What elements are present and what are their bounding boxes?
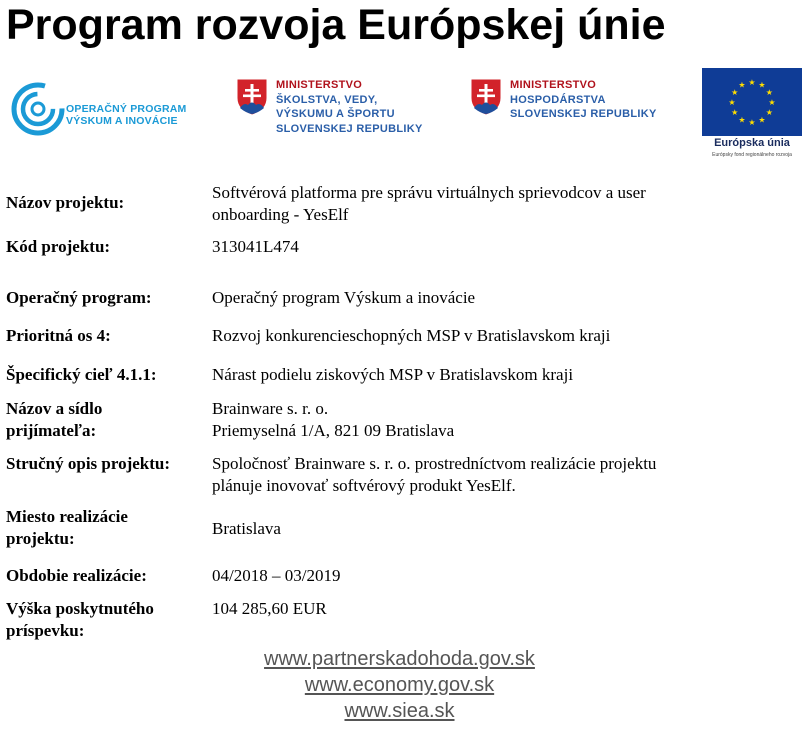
ministry-economy-line3: SLOVENSKEJ REPUBLIKY <box>510 108 657 120</box>
svg-text:★: ★ <box>765 88 773 97</box>
value-line: Brainware s. r. o. <box>212 399 329 418</box>
svg-text:★: ★ <box>748 118 756 127</box>
label-project-description <box>6 453 170 475</box>
svg-text:★: ★ <box>758 80 766 90</box>
value-line: plánuje inovovať softvérový produkt YesElf. <box>212 476 516 495</box>
link-siea[interactable]: www.siea.sk <box>344 700 455 722</box>
ministry-education-line1: MINISTERSTVO <box>276 79 363 91</box>
value-project-code: 313041L474 <box>212 237 299 256</box>
svg-text:★: ★ <box>738 80 746 90</box>
op-vyskum-inovacie-logo <box>10 78 220 142</box>
eu-logo-subtitle: Európsky fond regionálneho rozvoja <box>712 152 792 158</box>
ministry-economy-line2: HOSPODÁRSTVA <box>510 93 606 106</box>
label-text: Výška poskytnutého <box>6 599 154 618</box>
label-text: Obdobie realizácie: <box>6 566 147 585</box>
label-text: Operačný program: <box>6 288 152 307</box>
svg-text:★: ★ <box>768 98 776 107</box>
links <box>0 646 809 724</box>
op-logo-icon <box>10 78 66 140</box>
label-text: Stručný opis projektu: <box>6 454 171 473</box>
ministry-education-logo <box>236 78 456 158</box>
ministry-education-line2: ŠKOLSTVA, VEDY, <box>276 93 378 106</box>
value-place: Bratislava <box>212 519 281 538</box>
label-text: príspevku: <box>6 621 85 640</box>
ministry-economy-logo <box>470 78 690 158</box>
label-text: Názov projektu: <box>6 193 125 212</box>
ministry-economy-line1: MINISTERSTVO <box>510 79 597 91</box>
label-text: prijímateľa: <box>6 421 97 440</box>
value-specific-objective: Nárast podielu ziskových MSP v Bratislavskom kraji <box>212 365 574 384</box>
svg-text:★: ★ <box>765 108 773 117</box>
eu-logo <box>702 68 802 162</box>
value-contribution: 104 285,60 EUR <box>212 599 327 618</box>
value-line: onboarding - YesElf <box>212 205 349 224</box>
label-project-code <box>6 236 110 258</box>
label-text: Názov a sídlo <box>6 399 103 418</box>
ministry-education-line4: SLOVENSKEJ REPUBLIKY <box>276 122 423 135</box>
page-title: Program rozvoja Európskej únie <box>6 1 666 49</box>
link-economy[interactable]: www.economy.gov.sk <box>304 674 495 696</box>
eu-logo-name: Európska únia <box>714 137 790 149</box>
value-line: Priemyselná 1/A, 821 09 Bratislava <box>212 421 455 440</box>
svg-text:★: ★ <box>731 88 739 97</box>
svg-text:★: ★ <box>758 115 766 125</box>
link-partnerskadohoda[interactable]: www.partnerskadohoda.gov.sk <box>264 648 535 670</box>
value-project-description <box>212 453 802 497</box>
value-line: Softvérová platforma pre správu virtuálnych sprievodcov a user <box>212 183 646 202</box>
value-beneficiary <box>212 398 802 442</box>
label-specific-objective <box>6 364 157 386</box>
label-priority-axis <box>6 325 111 347</box>
ministry-education-line3: VÝSKUMU A ŠPORTU <box>276 108 395 120</box>
op-logo-line2: VÝSKUM A INOVÁCIE <box>66 115 178 127</box>
label-period <box>6 565 147 587</box>
label-project-name <box>6 192 124 214</box>
op-logo-line1: OPERAČNÝ PROGRAM <box>66 103 187 115</box>
label-contribution <box>6 598 154 642</box>
label-operational-program <box>6 287 152 309</box>
value-project-name <box>212 182 802 226</box>
svg-text:★: ★ <box>731 108 739 117</box>
svg-text:★: ★ <box>728 98 736 107</box>
slovak-coat-of-arms-icon <box>470 78 502 116</box>
svg-text:★: ★ <box>738 115 746 125</box>
label-text: projektu: <box>6 529 75 548</box>
svg-text:★: ★ <box>748 78 756 87</box>
label-beneficiary <box>6 398 102 442</box>
value-operational-program: Operačný program Výskum a inovácie <box>212 288 476 307</box>
value-priority-axis: Rozvoj konkurencieschopných MSP v Bratislavskom kraji <box>212 326 611 345</box>
label-text: Miesto realizácie <box>6 507 128 526</box>
label-text: Špecifický cieľ 4.1.1: <box>6 365 157 384</box>
label-text: Prioritná os 4: <box>6 326 111 345</box>
label-text: Kód projektu: <box>6 237 111 256</box>
value-line: Spoločnosť Brainware s. r. o. prostredníctvom realizácie projektu <box>212 454 657 473</box>
value-period: 04/2018 – 03/2019 <box>212 566 341 585</box>
slovak-coat-of-arms-icon <box>236 78 268 116</box>
label-place <box>6 506 128 550</box>
eu-flag-icon <box>702 68 802 136</box>
